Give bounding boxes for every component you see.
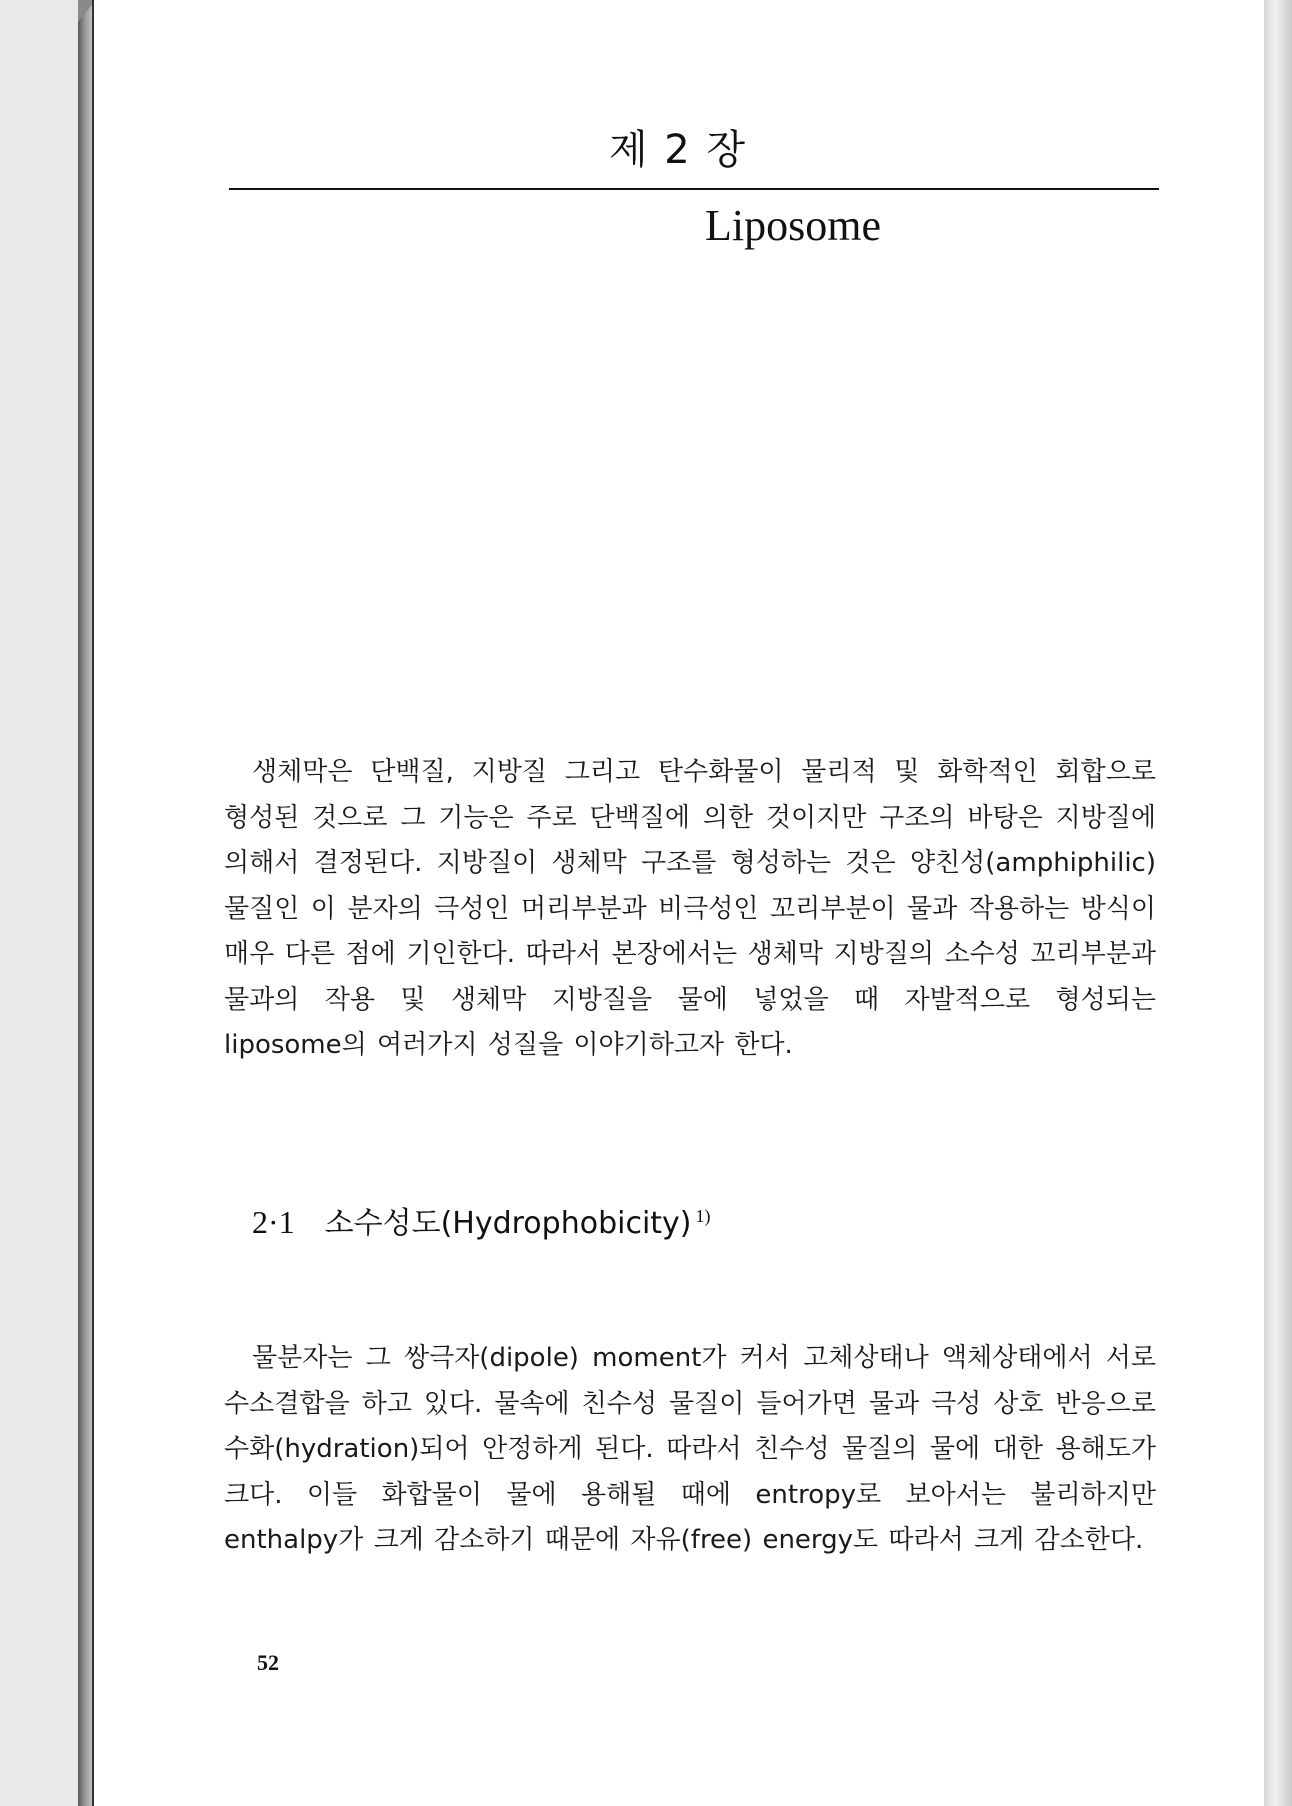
chapter-rule [229, 188, 1159, 190]
section-reference: 1) [695, 1206, 711, 1226]
chapter-number: 제 2 장 [608, 127, 748, 173]
paragraph-hydrophobicity: 물분자는 그 쌍극자(dipole) moment가 커서 고체상태나 액체상태에서 서로 수소결합을 하고 있다. 물속에 친수성 물질이 들어가면 물과 극성 상호 반응으로 수화(hydration)되어 안정하게 된다. 따라서 친수성 물질의 물에 대한 용해도가 크다. 이들 화합물이 물에 용해될 때에 entropy로 보아서는 불리하지만 enthalpy가 크게 감소하기 때문에 자유(free) energy도 따라서 크게 감소한다. [224, 1343, 1156, 1555]
section-title: 소수성도(Hydrophobicity) [324, 1206, 692, 1241]
chapter-title: Liposome [705, 201, 881, 250]
paragraph-intro: 생체막은 단백질, 지방질 그리고 탄수화물이 물리적 및 화학적인 회합으로 형성된 것으로 그 기능은 주로 단백질에 의한 것이지만 구조의 바탕은 지방질에 의해서 결정된다. 지방질이 생체막 구조를 형성하는 것은 양친성(amphiphilic) 물질인 이 분자의 극성인 머리부분과 비극성인 꼬리부분이 물과 작용하는 방식이 매우 다른 점에 기인한다. 따라서 본장에서는 생체막 지방질의 소수성 꼬리부분과 물과의 작용 및 생체막 지방질을 물에 넣었을 때 자발적으로 형성되는 liposome의 여러가지 성질을 이야기하고자 한다. [224, 757, 1156, 1060]
section-number: 2·1 [252, 1204, 295, 1240]
section-heading [252, 1198, 711, 1242]
page-number: 52 [257, 1650, 279, 1675]
page-right-edge [1264, 0, 1292, 1806]
